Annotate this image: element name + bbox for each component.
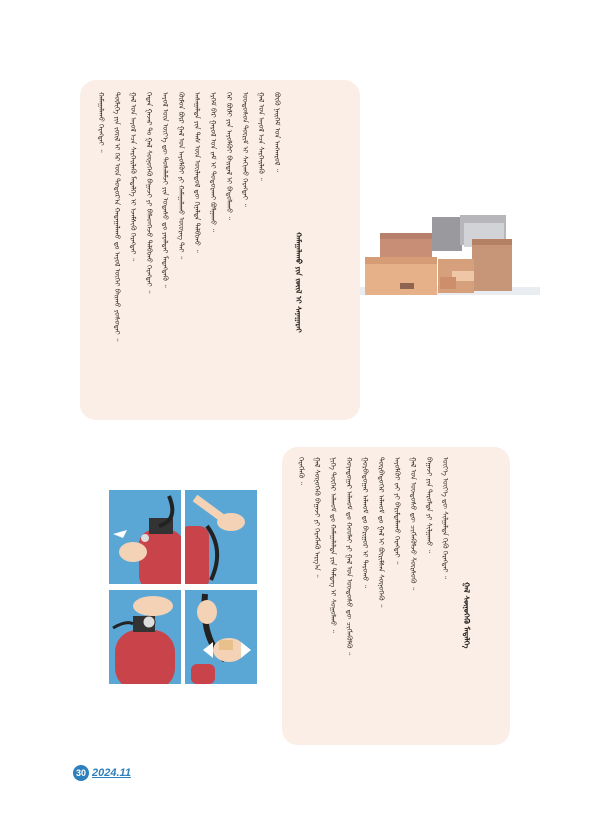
article-top-text-column: ᠭᠡᠷ ᠪᠦᠯᠢ ᠶᠢᠨ ᠠᠶᠤᠯᠭᠦᠢ ᠪᠠᠢᠳᠠᠯ ᠢ ᠪᠠᠲᠤᠯᠠᠬᠤ ᠃ bbox=[225, 92, 233, 220]
article-bottom-text-column: ᠬᠣᠶᠠᠳᠤᠭᠠᠷ ᠠᠯᠬᠤᠮ ᠳᠤ ᠬᠣᠣᠯᠠᠢ ᠶᠢ ᠭᠠᠯ ᠤᠨ ᠦᠨᠳᠦᠰᠦ ᠳᠦ ᠴᠢᠭᠯᠡᠭᠦᠯᠬᠦ ᠃ bbox=[345, 457, 353, 656]
page-number: 30 bbox=[73, 765, 89, 781]
article-top-signature: ᠬᠠᠮᠠᠭᠠᠯᠠᠬᠤ ᠶᠢᠨ ᠵᠦᠢᠯ ᠢ ᠰᠠᠨᠠᠭᠠᠷᠠᠢ bbox=[294, 231, 303, 333]
page-footer bbox=[73, 764, 131, 782]
article-bottom-text-column: ᠭᠠᠯ ᠰᠥᠨᠦᠭᠡᠬᠦ ᠪᠠᠭᠠᠵᠢ ᠶᠢ ᠬᠡᠷᠡᠭᠯᠡᠬᠦ ᠠᠷᠭ᠎ᠠ ᠃ bbox=[313, 457, 321, 578]
article-bottom-text-column: ᠨᠢᠭᠡ ᠳᠦᠭᠡᠷ ᠠᠯᠬᠤᠮ ᠳᠤ ᠬᠠᠮᠠᠭᠠᠯᠠᠯᠲᠠ ᠶᠢᠨ ᠲᠡᠮᠳᠡᠭ ᠢ ᠰᠤᠭᠤᠯᠬᠤ ᠃ bbox=[329, 457, 337, 633]
article-top-text-column: ᠭᠠᠯ ᠤᠨ ᠠᠶᠤᠯ ᠡᠴᠡ ᠰᠡᠷᠭᠡᠢᠯᠡᠬᠦ ᠮᠡᠳᠡᠯᠭᠡ ᠢ ᠡᠵᠡᠮᠰᠢᠬᠦ ᠬᠡᠷᠡᠭᠲᠡᠢ ᠃ bbox=[129, 92, 137, 262]
article-top-text-column: ᠭᠠᠯ ᠤᠨ ᠠᠶᠤᠯ ᠡᠴᠡ ᠰᠡᠷᠭᠡᠢᠯᠡᠬᠦ ᠃ bbox=[257, 92, 265, 181]
article-bottom-text-column: ᠬᠡᠷᠡᠭᠯᠡᠬᠦ ᠃ bbox=[297, 457, 305, 485]
article-bottom-text-column: ᠠᠶᠤᠯᠭᠦᠢ ᠵᠠᠢ ᠶᠢ ᠪᠠᠷᠢᠮᠲᠠᠯᠠᠬᠤ ᠬᠡᠷᠡᠭᠲᠡᠢ ᠃ bbox=[393, 457, 401, 565]
fire-extinguisher-steps bbox=[109, 490, 257, 684]
article-top-text-column: ᠲᠦᠯᠢᠭᠡ ᠶᠢᠨ ᠵᠦᠢᠯ ᠢ ᠭᠡᠷ ᠦᠨ ᠳᠣᠲᠣᠷ᠎ᠠ ᠬᠠᠳᠠᠭᠠᠯᠠᠬᠤ ᠳᠤ ᠠᠶᠤᠯ ᠦᠬᠡᠢ ᠪᠠᠢᠬᠤ ᠶᠣᠰᠣᠲᠠᠢ ᠃ bbox=[113, 92, 121, 342]
step-pull-pin-image bbox=[109, 490, 181, 584]
article-top-text-column: ᠬᠡᠳᠡᠨ ᠭᠠᠵᠠᠷ ᠲᠤ ᠭᠠᠯ ᠰᠥᠨᠦᠭᠡᠬᠦ ᠪᠠᠭᠠᠵᠢ ᠶᠢ ᠪᠡᠯᠡᠳᠬᠡᠵᠦ ᠲᠠᠯᠪᠢᠬᠤ ᠬᠡᠷᠡᠭᠲᠡᠢ ᠃ bbox=[145, 92, 153, 294]
issue-date: 2024.11 bbox=[92, 767, 131, 779]
step-squeeze-handle-image bbox=[109, 590, 181, 684]
article-top-text-column: ᠦᠨᠳᠦᠰᠦᠨ ᠳᠦᠷᠢᠮ ᠢ ᠰᠠᠬᠢᠬᠤ ᠬᠡᠷᠡᠭᠲᠡᠢ ᠃ bbox=[241, 92, 249, 207]
article-bottom-text-column: ᠦᠶ᠎ᠡ ᠦᠶ᠎ᠡ ᠳᠦ ᠰᠢᠯᠭᠠᠯᠲᠠ ᠬᠢᠬᠦ ᠬᠡᠷᠡᠭᠲᠡᠢ ᠃ bbox=[441, 457, 449, 580]
article-bottom-signature: ᠭᠠᠯ ᠰᠥᠨᠦᠭᠡᠬᠦ ᠮᠡᠳᠡᠯᠭᠡ bbox=[462, 582, 471, 649]
article-top-text-column: ᠬᠦᠮᠦᠨ ᠪᠦᠷ ᠭᠠᠯ ᠤᠨ ᠠᠶᠤᠯᠭᠦᠢ ᠶᠢ ᠬᠠᠮᠠᠭᠠᠯᠠᠬᠤ ᠦᠦᠷᠡᠭ ᠲᠡᠢ ᠃ bbox=[177, 92, 185, 260]
step-aim-nozzle-image bbox=[185, 490, 257, 584]
article-bottom-text-column: ᠪᠠᠭᠠᠵᠢ ᠶᠢᠨ ᠳᠠᠷᠤᠯᠲᠠ ᠶᠢ ᠰᠢᠯᠭᠠᠬᠤ ᠃ bbox=[425, 457, 433, 554]
article-top-text-column: ᠠᠰᠠᠭᠠᠯᠲᠠ ᠶᠢᠨ ᠲᠡᠰ ᠦᠨ ᠦᠢᠯᠡᠳᠦᠯ ᠳᠦ ᠬᠢᠨᠠᠯᠲᠠ ᠲᠠᠯᠪᠢᠬᠤ ᠃ bbox=[193, 92, 201, 253]
step-sweep-image bbox=[185, 590, 257, 684]
article-top-panel bbox=[80, 80, 360, 420]
article-top-text-column: ᠪᠦᠬᠦ ᠨᠡᠢᠭᠡᠮ ᠤᠨ ᠠᠩᠬᠠᠷᠤᠯ ᠃ bbox=[273, 92, 281, 172]
article-bottom-text-column: ᠭᠠᠯ ᠤᠨ ᠦᠨᠳᠦᠰᠦ ᠳᠦ ᠴᠢᠭᠯᠡᠭᠦᠯᠵᠦ ᠱᠦᠷᠰᠦᠬᠦ ᠃ bbox=[409, 457, 417, 591]
article-top-text-column: ᠬᠠᠮᠠᠭᠠᠯᠠᠬᠤ ᠬᠡᠷᠡᠭᠲᠡᠢ ᠃ bbox=[97, 92, 105, 153]
article-top-text-column: ᠡᠷᠬᠡᠮ ᠪᠡᠷ ᠭᠠᠷᠤᠯ ᠤᠨ ᠵᠠᠮ ᠢ ᠲᠣᠳᠤᠷᠬᠠᠢ ᠪᠣᠯᠭᠠᠬᠤ ᠃ bbox=[209, 92, 217, 232]
cardboard-boxes-illustration bbox=[360, 205, 540, 305]
article-top-text-column: ᠠᠶᠤᠯ ᠦᠨ ᠦᠶ᠎ᠡ ᠳᠦ ᠲᠤᠰᠠᠯᠠᠮᠵᠢ ᠶᠢᠨ ᠤᠲᠠᠰᠤ ᠳᠤ ᠶᠠᠷᠠᠯᠲᠠᠢ ᠮᠡᠳᠡᠭᠳᠡᠬᠦ ᠃ bbox=[161, 92, 169, 288]
article-bottom-panel bbox=[282, 447, 510, 745]
article-bottom-text-column: ᠭᠤᠷᠪᠠᠳᠤᠭᠠᠷ ᠠᠯᠬᠤᠮ ᠳᠤ ᠪᠠᠷᠢᠭᠤᠷ ᠢ ᠳᠠᠷᠤᠬᠤ ᠃ bbox=[361, 457, 369, 589]
article-bottom-text-column: ᠳᠥᠷᠪᠡᠳᠦᠭᠡᠷ ᠠᠯᠬᠤᠮ ᠳᠤ ᠭᠠᠯ ᠢ ᠪᠦᠷᠢᠮᠰᠡᠨ ᠰᠥᠨᠦᠭᠡᠬᠦ ᠃ bbox=[377, 457, 385, 608]
